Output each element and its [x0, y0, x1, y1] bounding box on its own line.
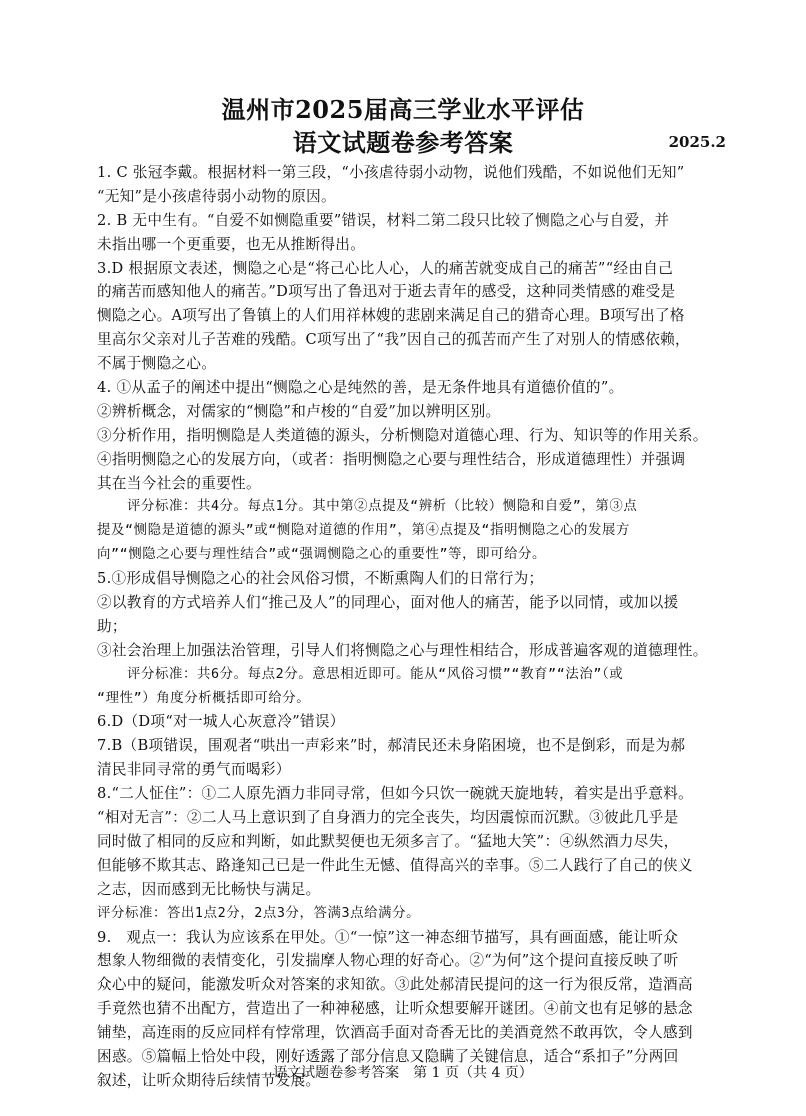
text-line: 的痛苦而感知他人的痛苦。”D项写出了鲁迅对于逝去青年的感受，这种同类情感的难受是	[97, 283, 676, 301]
text-line: 9. 观点一：我认为应该系在甲处。①“一惊”这一神态细节描写，具有画面感，能让听众	[97, 928, 679, 946]
text-line: 8.“二人怔住”：①二人原先酒力非同寻常，但如今只饮一碗就天旋地转，着实是出乎意料。	[97, 785, 694, 803]
exam-title: 温州市2025届高三学业水平评估	[221, 95, 585, 124]
text-line: 困惑。⑤篇幅上恰处中段，刚好透露了部分信息又隐瞒了关键信息，适合“系扣子”分两回	[97, 1047, 679, 1065]
text-line: “相对无言”：②二人马上意识到了自身酒力的完全丧失，均因震惊而沉默。③彼此几乎是	[97, 809, 679, 827]
text-line: ③分析作用，指明恻隐是人类道德的源头，分析恻隐对道德心理、行为、知识等的作用关系。	[97, 426, 708, 444]
text-line: 其在当今社会的重要性。	[97, 474, 261, 492]
text-line: 叙述，让听众期待后续情节发展。	[97, 1071, 321, 1089]
text-line: 助；	[97, 617, 127, 635]
scoring-line: 评分标准：共6分。每点2分。意思相近即可。能从“风俗习惯”“教育”“法治”（或	[127, 666, 624, 682]
text-line: 7.B（B项错误，围观者“哄出一声彩来”时，郝清民还未身陷困境，也不是倒彩，而是为郝	[97, 737, 686, 755]
text-line: 但能够不欺其志、路逢知己已是一件此生无憾、值得高兴的幸事。⑤二人践行了自己的侠义	[97, 856, 693, 874]
text-line: ②以教育的方式培养人们“推己及人”的同理心，面对他人的痛苦，能予以同情，或加以援	[97, 594, 679, 612]
scoring-line: 评分标准：共4分。每点1分。其中第②点提及“辨析（比较）恻隐和自爱”，第③点	[127, 499, 638, 515]
text-line: 手竟然也猜不出配方，营造出了一种神秘感，让听众想要解开谜团。④前文也有足够的悬念	[97, 1000, 693, 1018]
document-subtitle: 语文试题卷参考答案	[292, 128, 514, 157]
text-line: 4. ①从孟子的阐述中提出“恻隐之心是纯然的善，是无条件地具有道德价值的”。	[97, 379, 624, 397]
document-date: 2025.2	[668, 133, 726, 151]
text-line: ②辨析概念，对儒家的“恻隐”和卢梭的“自爱”加以辨明区别。	[97, 402, 501, 420]
text-line: 未指出哪一个更重要，也无从推断得出。	[97, 235, 366, 253]
page-footer: 语文试题卷参考答案 第 1 页（共 4 页）	[273, 1065, 533, 1081]
scoring-line: 向”“恻隐之心要与理性结合”或“强调恻隐之心的重要性”等，即可给分。	[97, 547, 547, 563]
text-line: 清民非同寻常的勇气而喝彩）	[97, 761, 291, 779]
text-line: 之志，因而感到无比畅快与满足。	[97, 880, 321, 898]
text-line: 2. B 无中生有。“自爱不如恻隐重要”错误，材料二第二段只比较了恻隐之心与自爱，并	[97, 211, 670, 229]
text-line: ③社会治理上加强法治管理，引导人们将恻隐之心与理性相结合，形成普遍客观的道德理性。	[97, 641, 708, 659]
text-line: 不属于恻隐之心。	[97, 355, 217, 373]
scoring-line: 评分标准：答出1点2分，2点3分，答满3点给满分。	[97, 905, 421, 921]
text-line: 众心中的疑问，能激发听众对答案的求知欲。③此处郝清民提问的这一行为很反常，造酒高	[97, 976, 693, 994]
answer-body	[97, 161, 712, 1093]
scoring-line: “理性”）角度分析概括即可给分。	[97, 690, 311, 706]
text-line: 3.D 根据原文表述，恻隐之心是“将己心比人心，人的痛苦就变成自己的痛苦”“经由自己	[97, 259, 674, 277]
text-line: 同时做了相同的反应和判断，如此默契便也无须多言了。“猛地大笑”：④纵然酒力尽失，	[97, 832, 679, 850]
text-line: 1. C 张冠李戴。根据材料一第三段，“小孩虐待弱小动物，说他们残酷，不如说他们无知”	[97, 164, 685, 181]
text-line: “无知”是小孩虐待弱小动物的原因。	[97, 187, 336, 205]
text-line: ④指明恻隐之心的发展方向，（或者：指明恻隐之心要与理性结合，形成道德理性）并强调	[97, 450, 686, 468]
text-line: 恻隐之心。A项写出了鲁镇上的人们用祥林嫂的悲剧来满足自己的猎奇心理。B项写出了格	[97, 307, 685, 325]
text-line: 6.D（D项“对一城人心灰意冷”错误）	[97, 713, 345, 731]
text-line: 铺垫，高连雨的反应同样有悖常理，饮酒高手面对奇香无比的美酒竟然不敢再饮，令人感到	[97, 1024, 693, 1042]
scoring-line: 提及“恻隐是道德的源头”或“恻隐对道德的作用”，第④点提及“指明恻隐之心的发展方	[97, 523, 630, 539]
text-line: 5.①形成倡导恻隐之心的社会风俗习惯，不断熏陶人们的日常行为；	[97, 570, 544, 588]
text-line: 想象人物细微的表情变化，引发揣摩人物心理的好奇心。②“为何”这个提问直接反映了听	[97, 952, 679, 970]
text-line: 里高尔父亲对儿子苦难的残酷。C项写出了“我”因自己的孤苦而产生了对别人的情感依赖，	[97, 331, 690, 349]
